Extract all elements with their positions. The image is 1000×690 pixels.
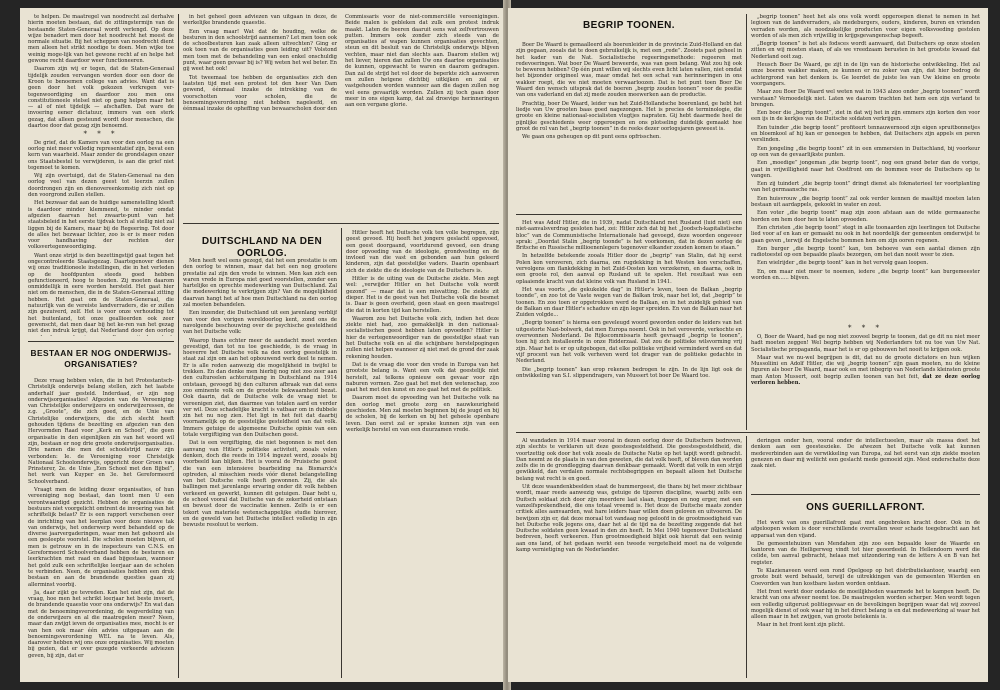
paragraph-text: Maar wat we nu-wel begrijpen is dit, dat nu de groote dictators en hun wijken Mussoliini en Adolf Hitler, die wij „begrip toonen” zijn gaan moeten, nu de kleine figuren als boer De Waard, maar ook en met inbegrip van Nederlands kleinsten groote man Anton Mussert, ooit begrip zullen toonen van het feit, [751,354,980,380]
paragraph: Een boer die „begrip toont”, ziet in dat wij het in zijn emmers zijn korten den voor een ijs in de kerkjes van de Duitsche soldaten verkrijgen. [751,110,980,123]
paragraph: Een huisvrouw „die begrip toont” zal ook verder kennen de maaltijd moeten laten bestaan uit aardappels, gekookt in water en zout. [751,195,980,209]
left-column-bottom [28,378,174,678]
section-heading-duitschland: DUITSCHLAND NA DEN OORLOG. [201,236,323,259]
paragraph: Het werk van ons guerillafront gaat met ongebroken kracht door. Ook in de afgeloopen weken is door verschillende overvallen weer schade toegebracht aan het apparaat van den vijand. [751,520,980,539]
paragraph: Tot tweemaal toe hebben de organisaties zich den laatsten tijd met een protest tot den heer Van Dam gewend, éénmaal inzake de intrekking van de voorschotten voor scholen, die de benoemingsverordening niet hebben nageleefd, en éénmaal inzake de opheffing van bewaarscholen door den Commissaris voor de niet-commerciële vereenigingen. Beide malen is gebleken dat zulk een protest indruk maakt. Laten de beeren daaruit eens wat zelfvertrouwen putten. Immers ook zonder zich steeds van de organisaties af wapen kunnen organisaties gevechten, steun en dit besluit van de Christelijk onderwijs blijven vechten, maar niet dan slechts aan. Daarom stellen wij het liever, hieren dan zullen Uw ons daartoe organisaties de kunnen, opgewacht te waren en daarom gedragen. Dan zal de strijd het vol door de beperkte zich aanvoeren en zullen hetgene dichtbij uitkijken en zal er vastgehouden worden wanneer aan die dagen zullen nog wel eens gevaarlijk worden. Zullen zij toch gaan door meer in ons eigen kamp, dat zal droevige herinneringen aan een vergane glorie. [183,14,499,113]
begrip-conclusion [751,334,980,426]
begrip-column-right [751,14,980,319]
paragraph: En, om maar niet meer te noemen, iedere „die begrip toont” kan burgemeester worden en...... blijven. [751,268,980,281]
column-rule [341,228,342,678]
paragraph: Een vraag maar! Wat dat de houding, welke de besturen in den schoolstrijd aannemen? Let men toen ook de schoolbesturen kan zaak alleen uitvechten? Ging er ook toen van de organisaties geen leiding uit? Volstond men toen met de behandeling van een enkel onschuldig punt, waar geen gevaar bij is? Wij weten het wel beter. En gij weet het ook! [183,28,337,73]
section-rule [183,223,499,224]
paragraph: Te Klazienaveen werd een rond Opelgeep op het distributiekantoor, waarbij een groote buit werd behaald, terwijl de uitrekkingen van de gemeenten Wierden en Coevorden van hun kostbare lasten worden ontdaan. [751,568,980,587]
begrip-column-bottom [516,220,742,426]
section-rule [751,494,980,495]
stars-divider: * * * [83,130,119,139]
paragraph: „begrip toonen” heet het als ons volk wordt opgeroepen dienst te nemen in het legioen van de landverraders, als medeburgers, ouders, kinderen, buren en vrienden verraden worden, als noodzakelijke producten voor eigen volksvoeding gestolen worden of als men zich vrijwillig in krijgsgevangenschap begeeft. [751,14,980,39]
paragraph: Een christen „die begrip toont” stegt in alle toonaarden zijn leerlingen tot Duitsche lied voor af en kan er gemaakt nu ook in het noordelijk der gemeenten omderwijst te gaan geven „terwijl de Engelsche bommen hem om zijn ooren regenen. [751,224,980,244]
section-rule [516,432,980,433]
paragraph: De gemeentehuizen van Mendahen zijn zoo een bepaalde keer de Waarde en kantoren van de Heiligerweg vindt tot hier geoordeeld. In Hellendoorn werd die celide, ten aanval gebracht, helaas met uitzondering van de letters A en B van het register. [751,540,980,566]
paragraph: Een inzender, die Duitschland uit een jarenlang verblijf van voor den vorigen wereldoorlog kent, zond ons de navolgende beschouwing over de psychische gesteldheid van het Duitsche volk: [183,310,337,336]
paragraph: te helpen. De maatregel van noodrecht zal derhalve hierin moeten bestaan, dat de zittingstermijn van de bestaande Staten-Generaal wordt verlengd. Op deze wijze benadert men door het noodrecht het meest de normale situatie. Bij het scheppen van noodrecht dient men alleen het strikt noodige te doen. Men wijke toe weinig moge-lijk van het gewone recht af en helpe het gewone recht daardoor weer functioneeren. [28,14,174,65]
duitschland-continued-right [751,438,980,490]
paragraph: Vraagt men de leiding dezer organisaties, of hun vereeniging nog bestaat, dan toont men U een verontwaardigd gezicht. Hebben de organisaties de bestuurs niet voorgelicht omtrent de invoering van het schriftelijk belast? Er is een rapport verschenen over de inrichting van het leerplan voor deze nieuwe tak van onderwijs, het onderwerp werd behandeld op de diverse jaarvergaderingen, waar men het gehoord als een gesleepte voorstel. Die scholen moeten blijven, of men is getrouw en in de inspecteurs van C.N.S. en Gereformeerd Schoolverband hebben de besturen en leerkrachten met raad en daad bijgestaan, wanneer het gold zulk een schriftelijke leerjaar aan de scholen te verbinden. Neen, de organisaties hebben een druk bestaan en aan de brandende questies gaan zij allerminst voorbij. [28,487,174,588]
stars-divider: * * * [848,324,883,332]
section-heading-begrip-toonen: BEGRIP TOONEN. [583,20,675,31]
section-heading-guerillafront: ONS GUERILLAFRONT. [806,502,925,513]
paragraph: Een „moedige” jongeman „die begrip toont”, nog een grand beter dan de vorige, gaat in vrijwilligheid naar het Oostfront om de bommen voor de Duitschers op te vangen. [751,160,980,179]
column-rule [746,14,747,430]
section-heading-onderwijs: BESTAAN ER NOG ONDERWIJS-ORGANISATIES? [30,348,172,369]
paragraph: Het was Adolf Hitler, die in 1939, nadat Duitschland met Rusland (luid niet) een niet-aanvalsverdrag gesloten had, zei: Hitler zich dat bij het „Joodsch-kapitalistische bloc” van de Communistische Internationale had gevoegd, deze woorden ongeveer sprak: „Doordat Stalin „begrip toonde” is het voorkomen, dat in dezen oorlog de Britsche en Russische millioenenlegers tegenover elkander zouden komen te staan.” [516,220,742,252]
paragraph: Al wandaden in 1914 maar vooral in dezen oorlog door de Duitschers bedreven, zijn slechts te verklaren uit deze geestesgesteldheid. Die geestesgesteldheid, die voortzettig ook door het volk zooals de Duitsche Natie op het tapijt wordt gebracht. Dan neemt ze de plaats in van den geweten, die dat volk heeft, of bleven dan worden zelfs die in de grondlegging daarvan denkbaar gemaakt. Wordt dat volk in een strijd gewikkeld, dan verdalen normale rechtsbegrippen en bepaalt alleen het Duitsche belang wat recht is en goed. [516,438,742,482]
paragraph: Want onze strijd is den bezettingstijd gaat tegen het ongecontroleerde Staatsgezag. Daartegenover dienen wij onze traditioneele instellingen, die in het verleden op de hoofdpunten steeds goed hebben gefunctioneerd, hoog te houden. Zij moeten daarom onmiddellijk in eere worden hersteld. Het gaat hier niet om de menschen, die in de Staten-Generaal zitting hebben. Het gaat om de Staten-Generaal, die natuurlijk van de vereiste landverraders, die er zullen zijn gezuiverd, zelf. Het is voor onze verhouding tot het buitenland, tot onze geallieerden ook zeer gewenscht, dat men daar bij het ke-ren van het gezag niet den indruk krijgt, dat Nederland door den oorlog [28,252,174,335]
section-rule [28,341,174,342]
paragraph [751,355,980,386]
left-column-top [28,14,174,336]
duitschland-continued-left [516,438,742,678]
section-rule [516,214,742,215]
paragraph: Een wielrijder „die begrip toont” kan in het vervolg gaan loopen. [757,260,929,267]
column-rule [746,436,747,678]
paragraph: Maar zou Boer De Waard wel weten wat in 1943 alzoo onder „begrip toonen” wordt verstaan? Vernoedelijk niet. Laten we daarom trachten het hem een zijn vertand te brengen. [751,89,980,108]
paragraph: Waarop thans echter meer de aandacht moet worden gevestigd, dan tot nu toe geschiedde, is de vraag in hoeverre het Duitsche volk na den oorlog geestelijk in staat zal zijn om aan het opbouwend werk deel te nemen. Er is alle reden aanwezig die mogelijkheid in twijfel te trekken. En dan denke men hierbij nog niet zoo zeer aan den cultureelen achteruitgang in Duitschland na 1914 ontstaan, gevoegd bij den culturen afbraak van dat eens zoo eminente volk om de grootste bekwaamheid bezat. Ook daarin, dat de Duitsche volk de vraag niet te vereenigen ziet, dan daarmee van totalen aard en verder ver wil. Deze schadelijke kracht is vatbaar om in dubbele zin het nu nog zien. Het ligt in het feit dat daarbij voornamelijk op de geestelijke gesteldheid van dat volk. Immers getuige de algemeene Duitsche opinie van een totale vergiftiging van den Duitschen geest. [183,337,337,439]
left-page [20,8,505,682]
mid-column-bottom [183,258,337,678]
paragraph: Daarom zijn wij er tegen, dat de Staten-Generaal tijdelijk zouden vervangen worden door een door de Kroon te benoemen college van advies. Want dat is geen door het volk gekozen verkregen ver-tegenwoordiging en daardoor zou men ons constitutioneele stelsel niet op gang helpen maar het — al of niet tijdelijk — afschaffen. Dat ware de invoering eener dictatuur, immers van een sterk gezag, dat alleen gesteund wordt door menschen, die daartoe door dat gezag zijn benoemd. [28,66,174,130]
paragraph: Een voter „die begrip toont” mag zijn zoon afstaan aan de wilde germaansche horden om hem door hen te laten opvoeden. [751,210,980,223]
paragraph: In hetzelfde betekende zooals Hitler door de „begrip” van Stalin, dat hij eerst Polen kon veroveren, zich daarna, om rugdekking in het Westen kon verschaffen, vervolgens om flankdekking in het Zuid-Oosten kon verzekeren, en daarna, ook in een groote rol, den aanval op Rusland uit te spelen. Het resultaat was een oplaaiende kracht van dat kleine volk van Rusland in 1941. [516,253,742,285]
paragraph: „Begrip toonen” is hierna een geveleugd woord geworden onder de leiders van het uitgestorte Nazi-bolwerk, dat men Europa noemt. Ook in het veroverde, verkochte en overwonnen Nederland. De Rijkscommissaris heeft gevraagd „begrip te toonen”, toen hij zich installeerde in onze Ridderzaal. Dat zou de politieke wilsvorming vrij zijn. Maar het is er op uitgebogen, dat elke politieke vrijheid verminderd werd en dat vijf procent van het volk verheven werd tot drager van de politieke gedachte in Nederland. [516,320,742,365]
paragraph: Men heeft wel eens gezegd, dat het een prestatie is om den oorlog te winnen, maar dat het een nog grootere prestatie zal zijn den vrede te winnen. Men kan zich een waren vrede in Europa niet goed voorstellen, zonder een hartelijke en oprechte medewerking van Duitschland. Zal die medewerking te verkrijgen zijn? Van de mogelijkheid daarvan hangt het af hoe men Duitschland na den oorlog zal moeten behandelen. [183,258,337,309]
paragraph: Die „begrip toonen” kan erop rekenen bedrogen te zijn. In de lijn ligt ook de ontwikkeling van S.I. slippendragers, van Mussert tot boer De Waard toe. [516,366,742,379]
paragraph: Dat is de vraag die voor den vrede in Europa van het grootste belang is. Want een volk dat geestelijk niet herstelt, zal telkens opnieuw een gevaar voor zijn naburen vormen. Zoo gaat het met den wetenschap, zoo gaat het met den kunst en zoo gaat het met de politiek. [346,361,499,394]
paragraph: Uit deze waandenkbeelden staat de hummergeest, die thans bij het meer zichtbaar wordt, maar reeds aanwezig was, getuige de tijzeren discipline, waarbij zelfs een Duitsch soldaat zich door zijn meerdere laat slaan, trappen en nog erger, met een vanzelfsprekendheid, die ons totaal vreemd is. Het deze de Duitsche maats zonder critiek alles aanvaarden, wat hare leiders haar willen doen geloven en uitvoeren. De bewijzen zijn er, dat deze moraal tot vandaag nog geloofd in de grootmoedigheid van het Duitsche volk jegens ons, daar het al de tijd na de bezetting zeggende dat het Duitsche soldaten geen kwaad in den zin heeft. In Mei 1940 tegenover Duitschland bedreven, heeft verkeeren. Hun grootmoedigheid blijkt ook hieruit dat een weinig aan ons land, of het gedaan werkt een tweede vergetelheid moet na de volgende kamp vernietiging van de Nederlander. [516,484,742,554]
paragraph: Hitler is de uiting van de Duitsche ziekte. Men zegt wel: „verwijder Hitler en het Duitsche volk wordt gezond” — maar dat is een misvatting. De ziekte zit dieper. Het is de geest van het Duitsche volk die besmet is. Daar is geen overheid, geen staat en geen maatregel die dat in korten tijd kan herstellen. [346,276,499,314]
paragraph: „Begrip toonen” is het als fodsces wordt aanvaard, dat Duitschers op onze stoelen zitten en wij moeten staan, of als we vreedzaam berusten in het grootste kwaad dat Nederland ooit zag. [751,41,980,60]
paragraph: Een tuinder „die begrip toont” profiteert tennauwernood zijn eigen spruitbonnetjes en bloemkool af hij kan er genoegen te hebben, dat Duitschers zijn appels en peren verslinden. [751,124,980,144]
column-rule [178,14,179,678]
begrip-column-top [516,42,742,208]
paragraph: Een zij tuindert „die begrip toont” dringt dienst als fokmaterieel ter voortplanting van het germaansche ras. [751,181,980,194]
bold-conclusion: dat ze deze oorlog verloren hebben. [751,373,980,387]
paragraph: Waarom zou het Duitsche volk zich, indien het deze ziekte niet had, zoo gemakkelijk in den nationaal-socialistischen geest hebben laten opvoeden? Hitler is hier de vertegenwoordiger van de geestelijke staat van het Duitsche volk en al die schijnbare herstelpogingen zullen niet helpen wanneer zij niet met de grond der zaak rekening houden. [346,315,499,360]
paragraph: Maar in het front kent zijn plicht. [757,622,845,629]
right-page [508,8,988,682]
right-column-left-page [346,230,499,678]
paragraph: Wij zijn overtuigd, dat de Staten-Generaal na den oorlog veel van dezen geest tot leerzin zullen doordrongen zijn en dienovereenkomstig zich niet op den voorgrond zullen stellen. [28,173,174,199]
paragraph: Hitler heeft het Duitsche volk ten volle begrepen, zijn geest gevoed. Hij heeft het jongere geslacht opgevoed, een geest doorgaand, voortdurend gevoed, een drang door opvoeding van de ideologie, grondvesting en de invloed van die vast en gebonden aan hun geleerd kinderen, zijn dat geestelijke vaders. Daarin openbaart zich de ziekte die de ideologie van de Duitschers is. [346,230,499,274]
paragraph: Heusch Boer De Waard, ge zijt in de lijn van de historische ontwikkeling. Het zal onze boeren wakker maken, ze kunnen er nu zoker van zijn, dat hier bedrog de achtergrond van het denken is. Ge leerdet de juiste les van Uw kleine en groote voorgangers. [751,62,980,87]
mid-column-top [183,14,499,220]
paragraph: De grief, dat de Kamers van voor den oorlog na een oorlog niet meer volledig representatief zijn, bevat een kern van waarheid. Maar zonder de grondslagen onzer ons Staatsbestel te verwijderen, is aan die grief niet tegemoet te komen. [28,139,174,171]
guerilla-column [751,520,980,678]
paragraph: Deze vraag hebben velen, die in het Protestantsch-Christelijk onderwijs belang stellen, zich het laatste anderhalf jaar gesteld. Inderdaad, er zijn nog onderwijsorganisaties! Afgezien van de Vereeniging van Christelijke onderwijzers en onderwijzeressen, de z.g. „Groote”, die zich goed, en de Unie van Christelijke onderwijzers, die zich slecht heeft gehouden tijdens de bezetting en afgezien van den Hervormden Raad voor „Kerk en School”, die geen organisatie in den eigenlijken zin van het woord wil zijn, bestaan er nog drie groote onderwijsorganisaties. Drie namen die men det schoolstrijd nauw zijn verbonden: Ie. de Vereeniging voor Christelijk Nationaal Schoolonderwijs, opgericht door Groen van Prinsterer, 2e. de Unie „Een School met den Bijbel”, het werk van Kuyper en 3e. het Gereformeerd Schoolverband. [28,378,174,485]
paragraph: deringen onder hen, vooral onder de intellectueelen, maar als massa doet het denken aan een geesteszieke. De afwezen het Duitsche volk kat kunnen medeverbinden aan de verwikkeling van Europa, zal het eerst van zijn ziekte moeten genezen en daar mij weliicht een geslacht mede gemoeid zijn. Mest onderschatte deze zaak niet. [751,438,980,470]
paragraph: Het bezwaar dat aan de huidige samenstelling kleeft is daardoor minder klemmend, te minder omdat afgezien daarvan het zwaarte-punt van het staatsbeleid in het eerste tijdvak toch al stellig niet zal liggen bij de Kamers, maar bij de Regeering. Tot door de alles het bezwaar lichter, zoo is er is meer reden voor handhaving der rechten der volksvertegenwoordiging. [28,200,174,251]
paragraph: O, Boer de Waard, had ge nog niet zooveel begrip te toonen, dat ge dit nu niet meer hadt moeten zeggen! Wel begrip hebben wij Nederlanders tot nu toe van Uw Nat. Socialistische propaganda, maar het is er op gebouwen het nooit te krijgen ook. [751,334,980,353]
paragraph: Het was voorts „de gekukelde dag” in Hitler's leven, toen de Balkan „begrip toonde”, en zoo tot de Vaste wegen van de Balkan trok, naar het lot, dat „begrip” te toonen. En zoo toen er opgetrokken werd de Balkan, en in het zuidelijk gebied van de Balkan en daar Hitler's schaduw en zijn leger spreiden. En van de Balkan naar het Zuiden volgde... [516,286,742,319]
paragraph: Boer De Waard is gemaalleerd als boerenleider in de provincie Zuid-Holland en dat zijn gegaan, zooals dat te doen gebruikelijk is, met een „rede”. Zooiets past geheel in het kader van de Nat. Socialistische regeeringsmethode: regeeren met redevoeringen. Wat boer De Waard beweerde, was van geen belang. Wat zou hij ook te beweren hebben? Op één punt willen wij slechts even licht laten vallen, niet omdat het bijzonder origineel was, maar omdat het een schat van herinneringen in ons wakker roept, die we niet moeten verwaarloozen. Dat is het punt toen Boer De Waard den wensch uitsprak dat de boeren „begrip zouden toonen” voor de positie van ons vaderland en dat zij mede zouden meewerken aan de productie. [516,42,742,99]
paragraph: Ja, daar zijkt ge tevreden. Kan het niet zijn, dat de vraag, hoe men het schrikt leerjaar het beste invoert, de brandende quaestie voor ons onderwijs? En wat dan met de benoemingsverordening, de wegverdeling van de onderwijzers en al die maatregelen meer? Neen, maar dan zwijgt ieven de organisaties mee, mocht is er van hen ook maar één advies uitgegaan aan de benoemingsverordening WEL na te leven. Als, daarover hebben wij ons onze organisaties. Wij moeten bij gezien, dat er over gezegde verkeerde adviezen geven, bij zijn, dat er [28,589,174,659]
paragraph: in het geheel geen adviezen van uitgaan in deze, de werkelijke brandende quaestie. [183,14,337,27]
paragraph: Het front werkt door ondanks de moeilijkheden waarmede het te kampen heeft. De kracht van ons afweer neemt toe. De maatregelen worden scherper. Men wordt tegen een volledig uitgerust politiegevaar en de bevolkingen begrijpen waar dat wij zooveel mogelijk dienst of ook waar hij in het direct belang is en dat medewerking al waar het alleen maar in het zwijgen, van groote betekenis is. [751,588,980,621]
paragraph: Dat is een vergiftiging, die niet begonnen is met den aanvang van Hitler's politieke activiteit, zooals velen denken, doch die reeds in 1914 ingezet werd, zooals bij voorbeeld kan blijken. Het is vooral de Pruisische geest die van een intensieve bearbeiding na Bismarck's optreden, al misschien reeds vóór dienst belangstelling van het Duitsche volk heeft gewonnen. Zij, die als ballingen met jarenlange ervaring onder dit volk hebben verkeerd en gewerkt, kunnen dit getuigen. Daar hebt u, de school vooral dat Duitsche van de zekerheid ontstaan en bewust door de vaccinatie kennen. Zelfs is er een tekort van materiele wetenschappelijke studie hierover, en de geweld van het Duitsche intellect volledig in zijn bewuste resoluut te werken. [183,440,337,529]
paragraph: We gaan ons geheugen op dit punt eens opfrisschen. [522,134,661,141]
paragraph: Een jongeling „die begrip toont” zit in een emmersien in Duitschland, bij voorkeur op een van de gevaarlijkste punten. [751,145,980,158]
paragraph: Een burger „die begrip toont” kan, ten behoeve van een aantal dienen zijn radiotoestel op een bepaalde plaats bezorgen, om het dan nooit weer te zien. [751,245,980,259]
paragraph: Daarom moet de opvoeding van het Duitsche volk na den oorlog met groote zorg en nauwkeurigheid geschieden. Men zal moeten beginnen bij de jeugd en bij de scholen, bij de kerken en bij het geheele openbare leven. Dan eerst zal er sprake kunnen zijn van een werkelijk herstel en van een duurzamen vrede. [346,395,499,433]
paragraph: Prachtig, boer De Waard, leider van het Zuid-Hollandsche boerenland, ge hebt het liedje van Uw grooten baas goed nagezongen. Het is precies de terminologie, die groote en kleine nationaal-socialisten vlugtjes napraten. Gij hebt daarmede heel de pijnlijke geschiedenis weer opgeroepen en ons plotseling duidelijk gemaakt hoe groot de rol van het „begrip toonen” in de reeks dezer oorlogsjaren geweest is. [516,100,742,132]
